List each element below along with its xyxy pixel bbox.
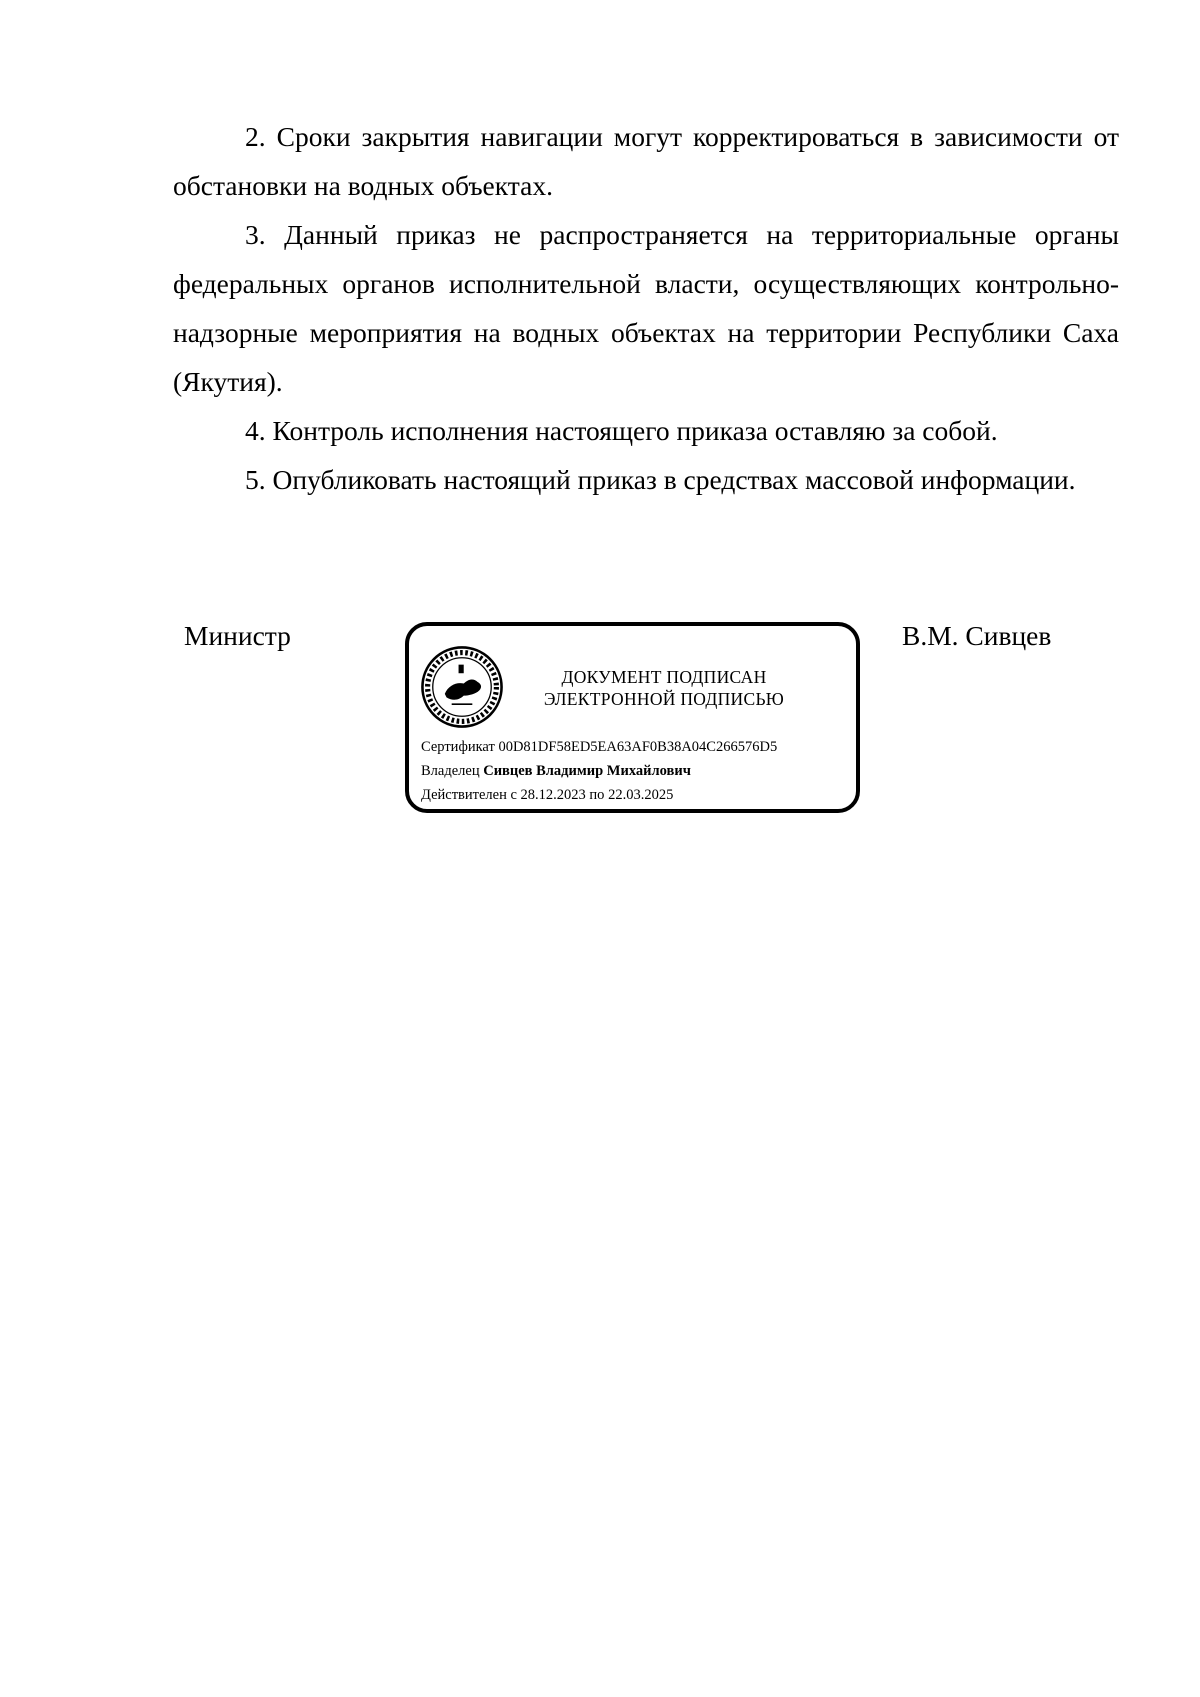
electronic-signature-stamp (405, 622, 860, 813)
validity-to: 22.03.2025 (608, 787, 674, 803)
validity-from: 28.12.2023 (520, 787, 586, 803)
certificate-label: Сертификат (421, 739, 495, 755)
paragraph-3: 3. Данный приказ не распространяется на территориальные органы федеральных органов исполнительной власти, осуществляющих контрольно-надзорные мероприятия на водных объектах на территории Республики Саха (Якутия). (173, 219, 1119, 397)
stamp-title-line1: ДОКУМЕНТ ПОДПИСАН (561, 667, 767, 687)
owner-value: Сивцев Владимир Михайлович (483, 763, 691, 779)
paragraph-2: 2. Сроки закрытия навигации могут корректироваться в зависимости от обстановки на водных объектах. (173, 121, 1119, 201)
sakha-coat-of-arms-icon (419, 644, 505, 730)
signatory-position: Министр (184, 620, 291, 651)
document-body (173, 112, 1119, 504)
paragraph-4: 4. Контроль исполнения настоящего приказа оставляю за собой. (245, 415, 998, 446)
validity-label: Действителен (421, 787, 507, 803)
stamp-title-line2: ЭЛЕКТРОННОЙ ПОДПИСЬЮ (543, 689, 785, 709)
stamp-owner (421, 762, 691, 780)
certificate-value: 00D81DF58ED5EA63AF0B38A04C266576D5 (498, 739, 778, 755)
validity-to-label: по (589, 787, 605, 803)
owner-label: Владелец (421, 763, 480, 779)
stamp-validity (421, 786, 673, 804)
validity-from-label: с (510, 787, 517, 803)
paragraph-5: 5. Опубликовать настоящий приказ в средствах массовой информации. (245, 464, 1076, 495)
stamp-title (509, 666, 819, 710)
stamp-certificate (421, 738, 777, 756)
signatory-name: В.М. Сивцев (902, 620, 1052, 651)
